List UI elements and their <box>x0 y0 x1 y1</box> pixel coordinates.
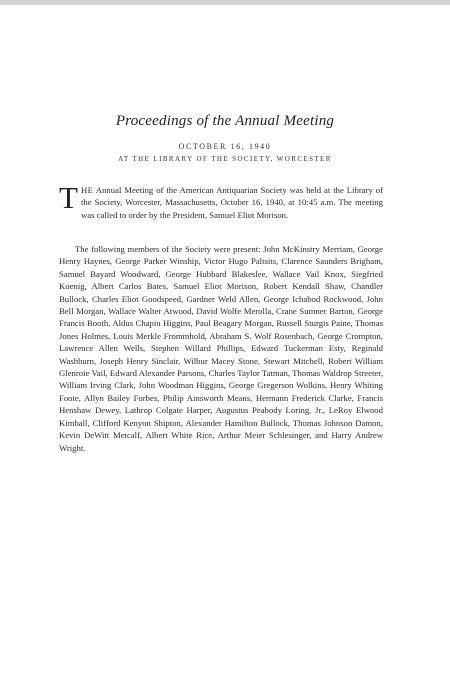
page-title: Proceedings of the Annual Meeting <box>115 113 335 129</box>
meeting-date: OCTOBER 16, 1940 <box>178 142 272 151</box>
opening-paragraph <box>59 180 383 221</box>
members-present-paragraph: The following members of the Society were present: John McKinstry Merriam, George Henry Haynes, George Parker Winship, Victor Hugo Paltsits, Clarence Saunders Brigham, Samuel Bayard Woodward, George Hubbard Blakeslee, Wallace Vail Knox, Siegfried Koenig, Albert Carlos Bates, Samuel Eliot Morison, Robert Kendall Shaw, Chandler Bullock, Charles Eliot Goodspeed, Gardner Weld Allen, George Ichabod Rockwood, John Bell Morgan, Wallace Walter Atwood, David Wolfe Merolla, Crane Sumner Barton, George Francis Booth, Aldus Chapin Higgins, Paul Beagary Morgan, Russell Sturgis Paine, Thomas Jones Holmes, Louis Merkle Frommhold, Abraham S. Wolf Rosenbach, George Crompton, Lawrence Allen Wells, Stephen Willard Phillips, Edward Tuckerman Esty, Reginald Washburn, Joseph Henry Sinclair, Wilbur Macey Stone, Stewart Mitchell, Robert William Glenroie Vail, Edward Alexander Parsons, Charles Taylor Tatman, Thomas Waldrop Streeter, William Irving Clark, John Woodman Higgins, George Gregerson Wolkins, Henry Whiting Foote, Allyn Bailey Forbes, Philip Ainsworth Means, Hermann Frederick Clarke, Francis Henshaw Dewey, Lathrop Colgate Harper, Augustus Peabody Loring, Jr., LeRoy Elwood Kimball, Clifford Kenyon Shipton, Alexander Hamilton Bullock, Thomas Johnson Damon, Kevin DeWitt Metcalf, Albert White Rice, Arthur Meier Schlesinger, and Harry Andrew Wright. <box>59 244 383 453</box>
opening-paragraph-text: Annual Meeting of the American Antiquarian Society was held at the Library of the Society, Worcester, Massachusetts, October 16, 1940, at 10:45 a.m. The meeting was called to order by the President, Samuel Eliot Morison. <box>80 185 383 220</box>
drop-cap: T <box>59 180 78 215</box>
opening-small-caps: HE <box>80 185 94 195</box>
meeting-location: AT THE LIBRARY OF THE SOCIETY, WORCESTER <box>118 155 332 163</box>
top-scan-border <box>0 0 450 5</box>
